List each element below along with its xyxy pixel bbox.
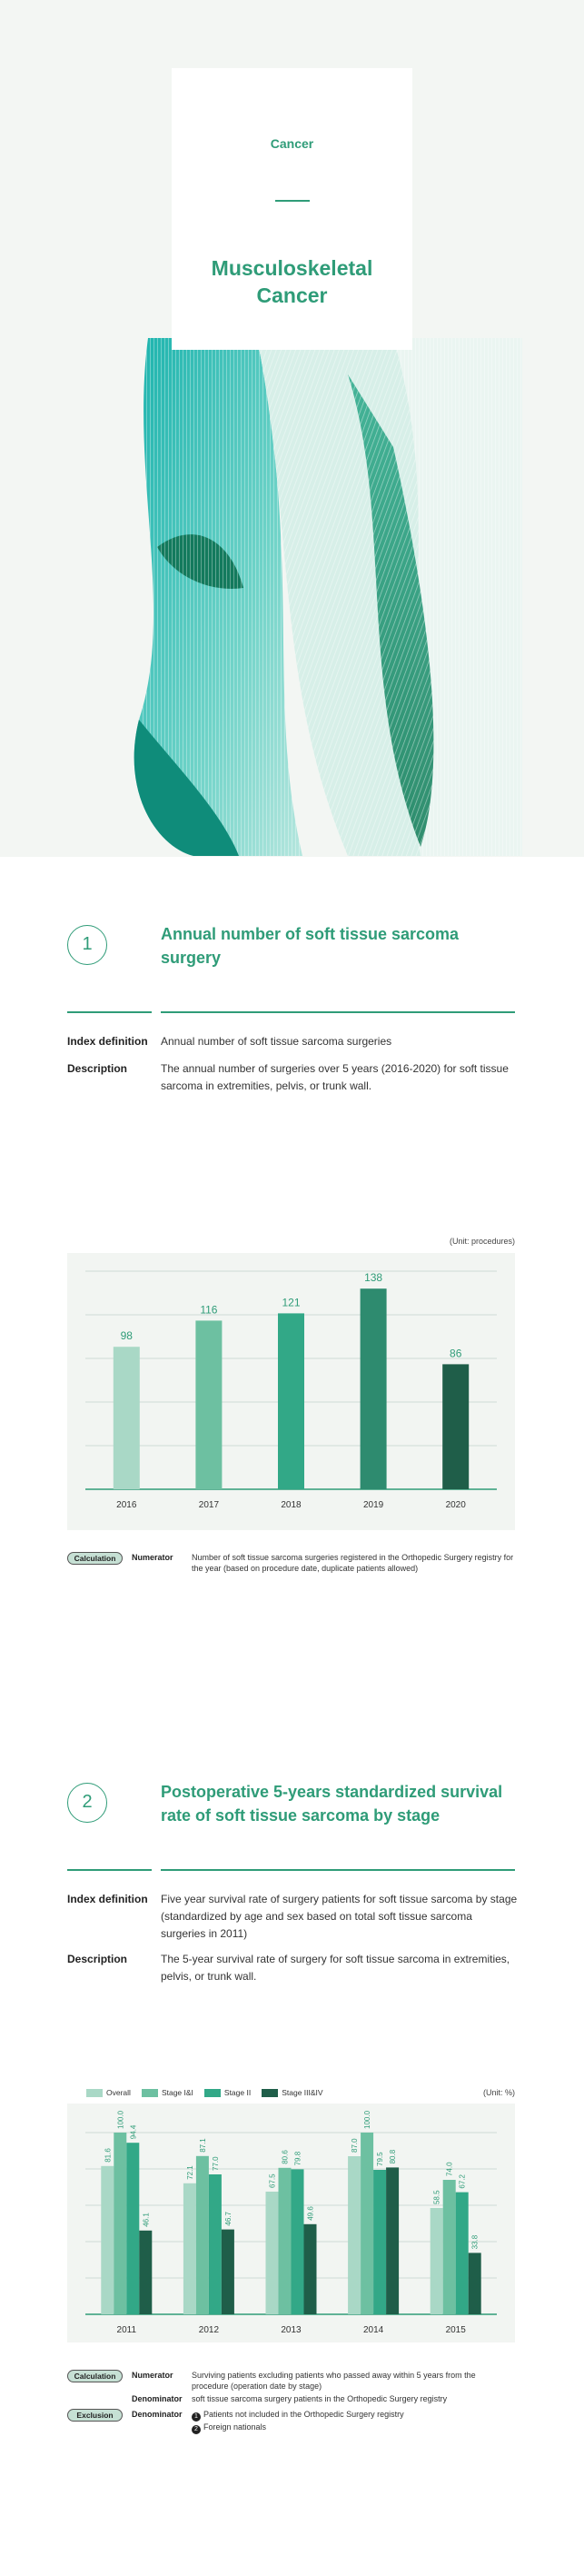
- exclusion-item: [192, 2409, 514, 2422]
- x-tick-label: 2017: [198, 1500, 220, 1510]
- bar-value-label: 33.8: [470, 2234, 480, 2250]
- index-definition-text: Five year survival rate of surgery patients for soft tissue sarcoma by stage (standardized by age and sex based on total soft tissue sarcoma surgeries in 2011): [161, 1893, 518, 1940]
- bar: [373, 2170, 386, 2314]
- bar-value-label: 58.5: [432, 2190, 441, 2204]
- bar: [114, 1347, 140, 1489]
- bar: [183, 2183, 196, 2314]
- bar: [442, 1364, 469, 1489]
- bar-value-label: 94.4: [129, 2124, 138, 2140]
- section-title: [161, 922, 459, 970]
- exclusion-pill: Exclusion: [67, 2409, 123, 2422]
- section-title-line1: Postoperative 5-years standardized survival: [161, 1783, 503, 1801]
- x-tick-label: 2018: [281, 1500, 302, 1510]
- numerator-label: Numerator: [132, 2371, 173, 2380]
- bar-value-label: 79.8: [293, 2151, 302, 2166]
- legend-swatch: [142, 2089, 158, 2097]
- legend-item-overall: [86, 2088, 131, 2097]
- exclusion-item-text: Patients not included in the Orthopedic Surgery registry: [203, 2410, 404, 2419]
- index-definition-label: Index definition: [67, 1893, 148, 1905]
- bar: [456, 2193, 469, 2314]
- chart-legend: [86, 2088, 334, 2097]
- bar: [126, 2143, 139, 2314]
- bar-value-label: 80.8: [389, 2149, 398, 2164]
- bar-value-label: 87.0: [351, 2138, 360, 2153]
- bar: [139, 2231, 152, 2314]
- bar: [304, 2224, 317, 2314]
- bar: [361, 2133, 373, 2314]
- x-tick-label: 2020: [445, 1500, 466, 1510]
- exclusion-item-number: 2: [192, 2425, 201, 2434]
- section-title: [161, 1780, 502, 1827]
- bar-value-label: 72.1: [185, 2165, 194, 2180]
- denominator-text: soft tissue sarcoma surgery patients in the Orthopedic Surgery registry: [192, 2394, 448, 2403]
- bar-value-label: 77.0: [211, 2156, 220, 2171]
- exclusion-denominator-label: Denominator: [132, 2410, 183, 2419]
- x-tick-label: 2015: [445, 2325, 466, 2335]
- exclusion-item: [192, 2422, 514, 2434]
- section-1: [0, 857, 584, 1747]
- numerator-text: Number of soft tissue sarcoma surgeries registered in the Orthopedic Surgery registry for the year (based on procedure date, duplicate patients allowed): [192, 1553, 514, 1573]
- description-text: The 5-year survival rate of surgery for soft tissue sarcoma in extremities, pelvis, or trunk wall.: [161, 1953, 510, 1983]
- chart-annual-surgeries: [67, 1253, 515, 1530]
- bar: [279, 2168, 292, 2314]
- bar-value-label: 49.6: [306, 2206, 315, 2221]
- chart-survival-rate: [67, 2104, 515, 2342]
- legend-label: Stage III&IV: [282, 2088, 323, 2097]
- section-2: [0, 1747, 584, 2576]
- index-definition-text: Annual number of soft tissue sarcoma surgeries: [161, 1035, 392, 1048]
- bar: [114, 2133, 126, 2314]
- calculation-row: [67, 2370, 514, 2392]
- bar-value-label: 116: [200, 1303, 218, 1317]
- description-label: Description: [67, 1953, 128, 1965]
- index-definition-label: Index definition: [67, 1035, 148, 1048]
- bar-value-label: 67.5: [268, 2173, 277, 2188]
- bar-value-label: 86: [450, 1347, 462, 1360]
- cover: [0, 0, 584, 857]
- calculation-pill: Calculation: [67, 1552, 123, 1565]
- denominator-row: [67, 2393, 514, 2406]
- bar-value-label: 81.6: [104, 2148, 113, 2163]
- bar: [266, 2192, 279, 2314]
- cover-category: Cancer: [270, 136, 314, 151]
- unit-label: (Unit: %): [482, 2088, 515, 2097]
- section-title-line1: Annual number of soft tissue sarcoma: [161, 925, 460, 943]
- calculation-row: [67, 1552, 514, 1574]
- legend-item-stage-3: [262, 2088, 322, 2097]
- cover-title-line1: Musculoskeletal: [211, 256, 373, 280]
- bar-value-label: 87.1: [198, 2138, 207, 2153]
- section-title-line2: surgery: [161, 949, 222, 967]
- divider-left: [67, 1011, 152, 1013]
- bar-value-label: 100.0: [363, 2110, 372, 2129]
- cover-artwork: [121, 338, 522, 856]
- section-number: 2: [67, 1783, 107, 1823]
- legend-label: Overall: [106, 2088, 131, 2097]
- bar: [386, 2167, 399, 2314]
- bar: [278, 1313, 304, 1489]
- x-tick-label: 2014: [362, 2325, 384, 2335]
- divider-right: [161, 1869, 515, 1871]
- divider-right: [161, 1011, 515, 1013]
- bar-value-label: 80.6: [281, 2150, 290, 2164]
- x-tick-label: 2013: [281, 2325, 302, 2335]
- bar: [292, 2169, 304, 2314]
- bar: [469, 2253, 481, 2314]
- cover-card: [172, 68, 412, 350]
- divider-left: [67, 1869, 152, 1871]
- cover-divider: [275, 200, 310, 202]
- x-tick-label: 2011: [116, 2325, 137, 2335]
- legend-swatch: [262, 2089, 278, 2097]
- bar: [348, 2156, 361, 2314]
- exclusion-row: [67, 2409, 514, 2434]
- exclusion-item-text: Foreign nationals: [203, 2422, 267, 2432]
- bar: [431, 2208, 443, 2314]
- legend-label: Stage I&I: [161, 2088, 193, 2097]
- bar-value-label: 67.2: [458, 2174, 467, 2189]
- cover-title: [172, 254, 412, 309]
- cover-title-line2: Cancer: [256, 283, 328, 307]
- bar: [196, 2156, 209, 2314]
- x-tick-label: 2016: [116, 1500, 137, 1510]
- bar-chart-1: [67, 1253, 515, 1530]
- bar-value-label: 98: [120, 1329, 133, 1343]
- legend-swatch: [86, 2089, 103, 2097]
- section-title-line2: rate of soft tissue sarcoma by stage: [161, 1806, 440, 1825]
- bar: [361, 1288, 387, 1489]
- bar-value-label: 46.7: [223, 2212, 233, 2226]
- bar-value-label: 100.0: [116, 2110, 125, 2129]
- bar: [222, 2230, 234, 2314]
- bar: [443, 2180, 456, 2314]
- exclusion-item-number: 1: [192, 2412, 201, 2422]
- numerator-text: Surviving patients excluding patients who passed away within 5 years from the procedure (operation date by stage): [192, 2371, 476, 2391]
- x-tick-label: 2012: [198, 2325, 220, 2335]
- description-text: The annual number of surgeries over 5 years (2016-2020) for soft tissue sarcoma in extremities, pelvis, or trunk wall.: [161, 1062, 509, 1092]
- section-number: 1: [67, 925, 107, 965]
- bar: [101, 2166, 114, 2314]
- bar-value-label: 138: [364, 1271, 383, 1285]
- x-tick-label: 2019: [362, 1500, 384, 1510]
- legend-item-stage-2: [204, 2088, 251, 2097]
- numerator-label: Numerator: [132, 1553, 173, 1562]
- legend-item-stage-1: [142, 2088, 193, 2097]
- bar: [209, 2174, 222, 2314]
- bar-value-label: 79.5: [376, 2152, 385, 2166]
- legend-label: Stage II: [223, 2088, 252, 2097]
- unit-label: (Unit: procedures): [449, 1237, 515, 1246]
- calculation-pill: Calculation: [67, 2370, 123, 2382]
- bar: [195, 1320, 222, 1489]
- denominator-label: Denominator: [132, 2394, 183, 2403]
- bar-value-label: 121: [282, 1296, 301, 1309]
- exclusion-list: [192, 2409, 514, 2434]
- description-label: Description: [67, 1062, 128, 1075]
- bar-chart-2: [67, 2104, 515, 2342]
- legend-swatch: [204, 2089, 221, 2097]
- bar-value-label: 74.0: [445, 2162, 454, 2176]
- bar-value-label: 46.1: [142, 2213, 151, 2227]
